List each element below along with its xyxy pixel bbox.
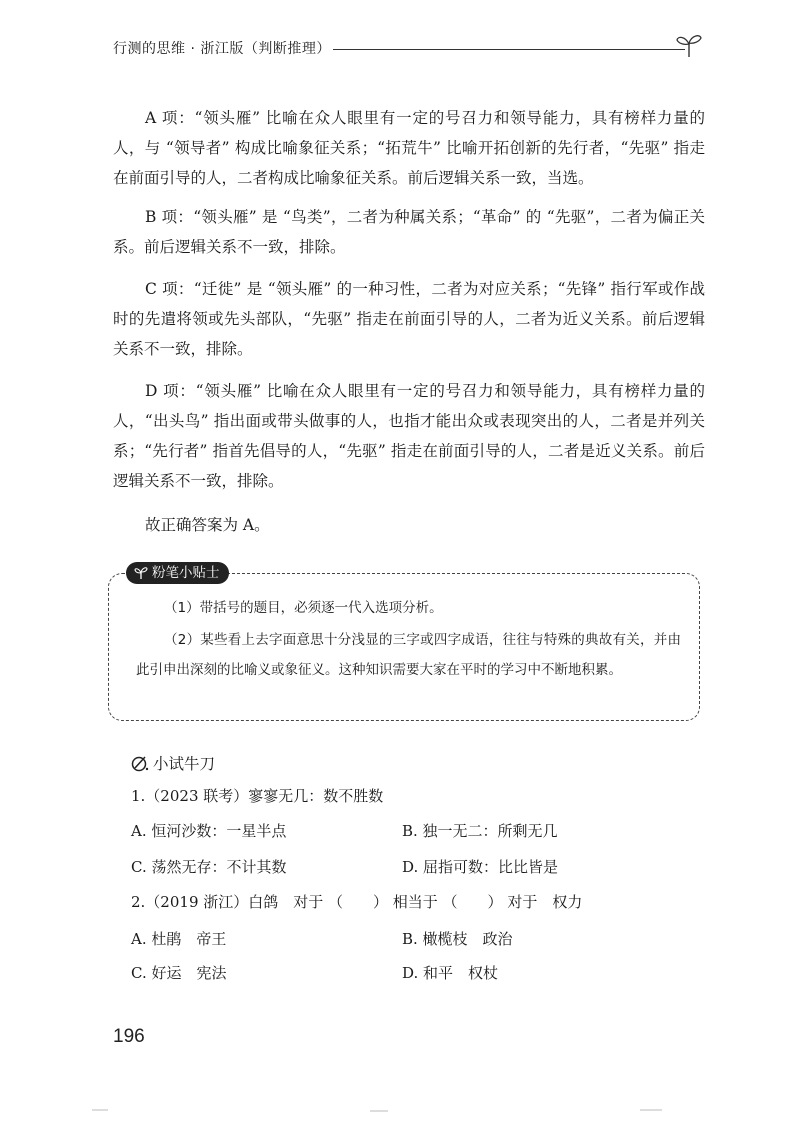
pencil-circle-icon bbox=[131, 754, 149, 772]
question-2-option-d: D. 和平 权杖 bbox=[402, 964, 499, 982]
question-1-option-d: D. 屈指可数：比比皆是 bbox=[402, 858, 559, 876]
book-title: 行测的思维 · 浙江版（判断推理） bbox=[113, 41, 331, 57]
option-d-analysis: D 项：“领头雁” 比喻在众人眼里有一定的号召力和领导能力，具有榜样力量的人，“出头鸟” 指出面或带头做事的人，也指才能出众或表现突出的人，二者是并列关系；“先行者” 指首先倡导的人，“先驱” 指走在前面引导的人，二者是近义关系。前后逻辑关系不一致，排除。 bbox=[113, 382, 705, 490]
tip-item-1: （1）带括号的题目，必须逐一代入选项分析。 bbox=[164, 600, 443, 616]
question-2-stem: 2.（2019 浙江）白鸽 对于 （ ） 相当于 （ ） 对于 权力 bbox=[131, 893, 583, 911]
tip-item-2: （2）某些看上去字面意思十分浅显的三字或四字成语，往往与特殊的典故有关，并由此引申出深刻的比喻义或象征义。这种知识需要大家在平时的学习中不断地积累。 bbox=[136, 632, 681, 678]
page-number: 196 bbox=[113, 1026, 145, 1047]
tip-badge-label: 粉笔小贴士 bbox=[152, 565, 220, 581]
question-1-option-c: C. 荡然无存：不计其数 bbox=[131, 858, 287, 876]
question-2-option-c: C. 好运 宪法 bbox=[131, 964, 227, 982]
option-a-analysis: A 项：“领头雁” 比喻在众人眼里有一定的号召力和领导能力，具有榜样力量的人，与 “领导者” 构成比喻象征关系；“拓荒牛” 比喻开拓创新的先行者，“先驱” 指走在前面引导的人，二者构成比喻象征关系。前后逻辑关系一致，当选。 bbox=[113, 109, 705, 187]
header-rule bbox=[333, 49, 685, 50]
question-1-option-b: B. 独一无二：所剩无几 bbox=[402, 822, 558, 840]
practice-heading-label: 小试牛刀 bbox=[153, 755, 216, 773]
tip-badge bbox=[126, 562, 229, 584]
question-1-stem: 1.（2023 联考）寥寥无几：数不胜数 bbox=[131, 787, 384, 805]
running-header bbox=[113, 38, 703, 62]
question-1-option-a: A. 恒河沙数：一星半点 bbox=[131, 822, 287, 840]
option-c-analysis: C 项：“迁徙” 是 “领头雁” 的一种习性，二者为对应关系；“先锋” 指行军或作战时的先遣将领或先头部队，“先驱” 指走在前面引导的人，二者为近义关系。前后逻辑关系不一致，排除。 bbox=[113, 280, 705, 358]
option-b-analysis: B 项：“领头雁” 是 “鸟类”，二者为种属关系；“革命” 的 “先驱”，二者为偏正关系。前后逻辑关系不一致，排除。 bbox=[113, 208, 705, 256]
practice-heading bbox=[131, 752, 215, 774]
sprout-badge-icon bbox=[134, 566, 148, 580]
sprout-icon bbox=[675, 32, 703, 58]
question-2-option-b: B. 橄榄枝 政治 bbox=[402, 930, 513, 948]
correct-answer: 故正确答案为 A。 bbox=[145, 516, 270, 534]
question-2-option-a: A. 杜鹃 帝王 bbox=[131, 930, 227, 948]
scan-edge-marks bbox=[0, 1100, 800, 1120]
